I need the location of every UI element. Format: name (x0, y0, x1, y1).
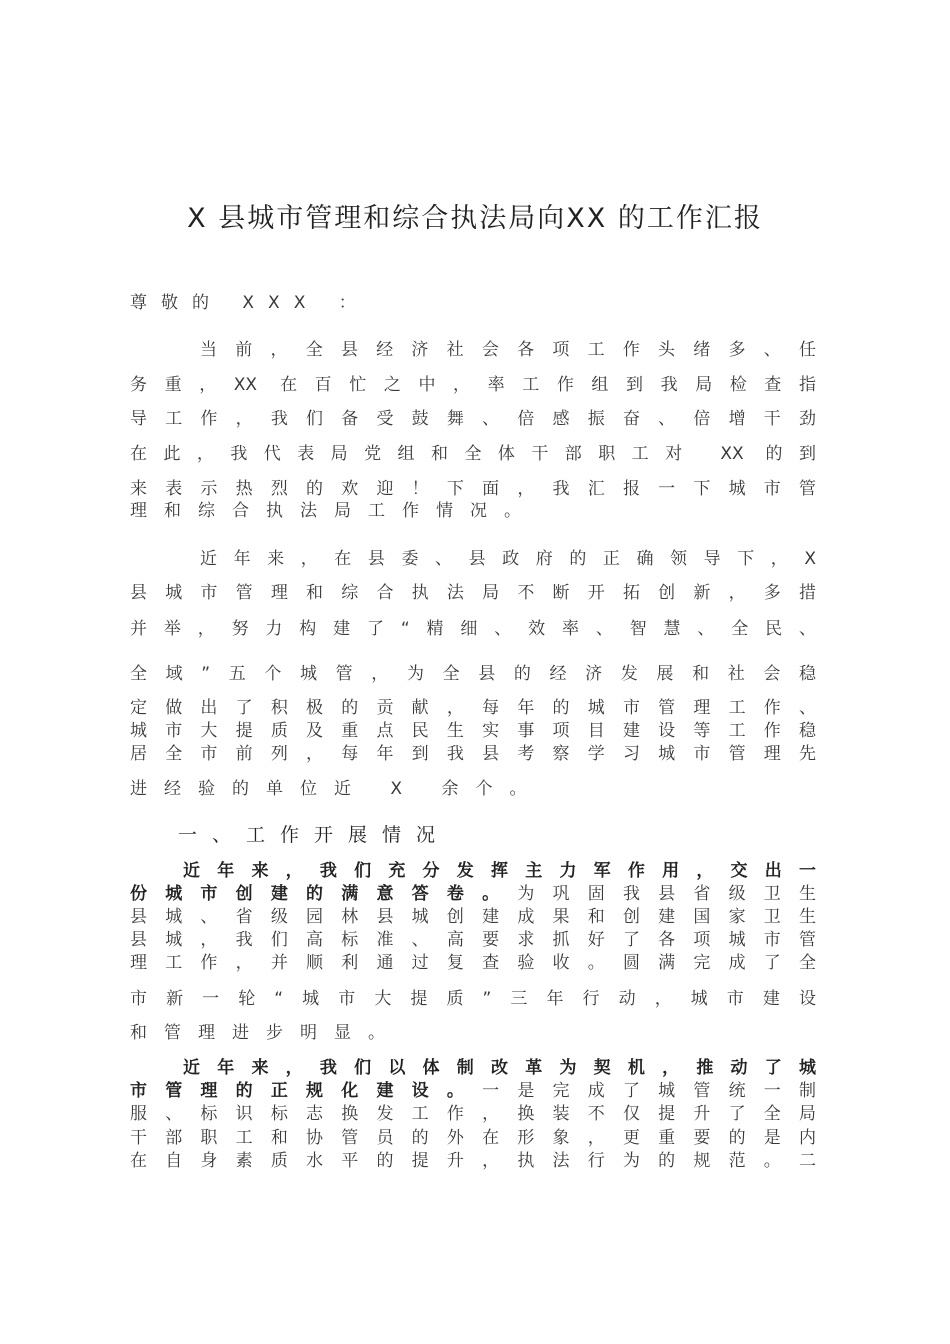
paragraph-2-line: 城市大提质及重点民生实事项目建设等工作稳 (130, 721, 816, 741)
paragraph-2-line: 县城市管理和综合执法局不断开拓创新，多措 (130, 583, 816, 603)
document-title: X 县城市管理和综合执法局向XX 的工作汇报 (187, 203, 763, 234)
section-1-line: 市新一轮“城市大提质”三年行动，城市建设 (130, 989, 816, 1009)
salutation: 尊敬的 XXX ： (130, 293, 370, 313)
paragraph-2-line: 定做出了积极的贡献，每年的城市管理工作、 (130, 698, 816, 718)
paragraph-1-line: 当前，全县经济社会各项工作头绪多、任 (200, 340, 816, 360)
section-2-line: 服、标识标志换发工作，换装不仅提升了全局 (130, 1104, 816, 1124)
paragraph-2-line: 全域”五个城管，为全县的经济发展和社会稳 (130, 664, 816, 684)
paragraph-1-line: 在此，我代表局党组和全体干部职工对 XX 的到 (130, 444, 816, 464)
section-2-lead-rest: 一是完成了城管统一制 (482, 1081, 817, 1101)
paragraph-1-line: 导工作，我们备受鼓舞、倍感振奋、倍增干劲 (130, 409, 816, 429)
section-2-line: 干部职工和协管员的外在形象，更重要的是内 (130, 1128, 816, 1148)
section-1-lead-rest: 为巩固我县省级卫生 (517, 884, 817, 904)
paragraph-1-line: 来表示热烈的欢迎！下面，我汇报一下城市管 (130, 479, 816, 499)
paragraph-2-line: 并举，努力构建了“精细、效率、智慧、全民、 (130, 619, 816, 639)
section-1-line: 理工作，并顺利通过复查验收。圆满完成了全 (130, 953, 816, 973)
paragraph-1-line: 务重，XX 在百忙之中，率工作组到我局检查指 (130, 375, 816, 395)
section-2-bold-lead: 市管理的正规化建设。 (130, 1081, 483, 1101)
section-1-bold-line: 近年来，我们充分发挥主力军作用，交出一 (183, 861, 816, 881)
section-2-bold-line: 近年来，我们以体制改革为契机，推动了城 (183, 1058, 816, 1078)
paragraph-2-line: 近年来，在县委、县政府的正确领导下，X (200, 549, 816, 569)
paragraph-2-line: 居全市前列，每年到我县考察学习城市管理先 (130, 744, 816, 764)
paragraph-1-line: 理和综合执法局工作情况。 (130, 501, 538, 521)
section-1-line: 县城，我们高标准、高要求抓好了各项城市管 (130, 930, 816, 950)
section-1-bold-lead: 份城市创建的满意答卷。 (130, 884, 518, 904)
section-1-line: 和管理进步明显。 (130, 1023, 402, 1043)
section-2-line: 在自身素质水平的提升，执法行为的规范。二 (130, 1151, 816, 1171)
paragraph-2-line: 进经验的单位近 X 余个。 (130, 779, 544, 799)
section-heading: 一、工作开展情况 (178, 824, 451, 846)
section-1-line: 县城、省级园林县城创建成果和创建国家卫生 (130, 907, 816, 927)
